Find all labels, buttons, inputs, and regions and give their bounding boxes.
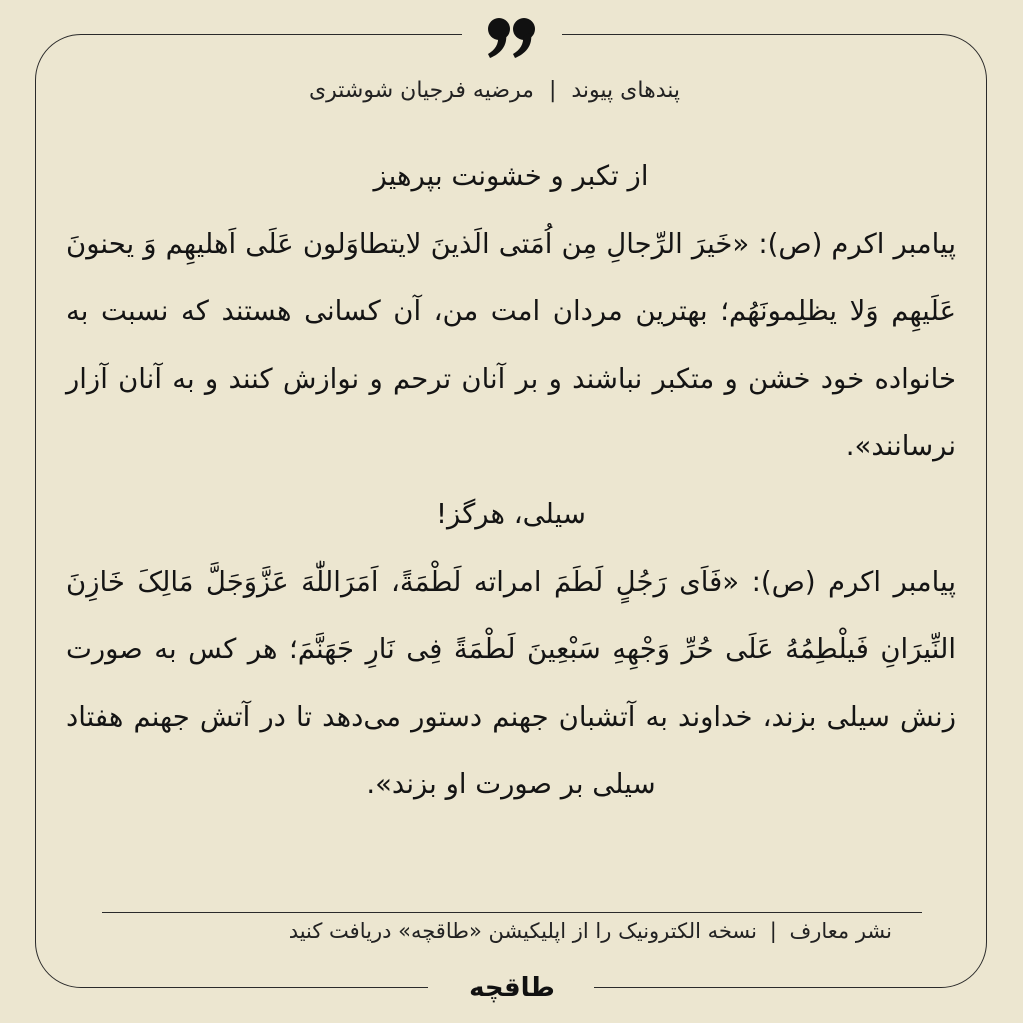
footer <box>100 919 892 943</box>
article-content <box>66 143 956 819</box>
section-title: سیلی، هرگز! <box>436 497 586 530</box>
footer-divider <box>102 912 922 913</box>
series-title: پندهای پیوند <box>571 78 680 103</box>
quote-mark-icon <box>486 16 538 62</box>
section-title: از تکبر و خشونت بپرهیز <box>373 160 649 192</box>
section-paragraph: پیامبر اکرم (ص): «فَاَی رَجُلٍ لَطَمَ امراته لَطْمَةً، اَمَرَاللّٰهَ عَزَّوَجَلَّ مَالِکَ خَازِنَ النِّیرَانِ فَیلْطِمُهُ عَلَی حُرِّ وَجْهِهِ سَبْعِینَ لَطْمَةً فِی نَارِ جَهَنَّمَ؛ هر کس به صورت زنش سیلی بزند، خداوند به آتشبان جهنم دستور می‌دهد تا در آتش جهنم هفتاد سیلی بر صورت او بزند». <box>66 565 956 801</box>
author-name: مرضیه فرجیان شوشتری <box>308 78 534 103</box>
footer-message: نسخه الکترونیک را از اپلیکیشن «طاقچه» دریافت کنید <box>288 919 758 943</box>
logo-text: طاقچه <box>469 973 555 1003</box>
publisher-name: نشر معارف <box>789 919 892 943</box>
header-separator: | <box>548 78 557 103</box>
taaghche-logo <box>434 968 590 1008</box>
header <box>200 78 680 103</box>
footer-separator: | <box>769 919 777 943</box>
section-paragraph: پیامبر اکرم (ص): «خَیرَ الرِّجالِ مِن اُمَتی الَذینَ لایتطاوَلون عَلَی اَهلیهِم وَ یحنونَ عَلَیهِم وَلا یظلِمونَهُم؛ بهترین مردان امت من، آن کسانی هستند که نسبت به خانواده خود خشن و متکبر نباشند و بر آنان ترحم و نوازش کنند و به آنان آزار نرسانند». <box>66 227 956 463</box>
